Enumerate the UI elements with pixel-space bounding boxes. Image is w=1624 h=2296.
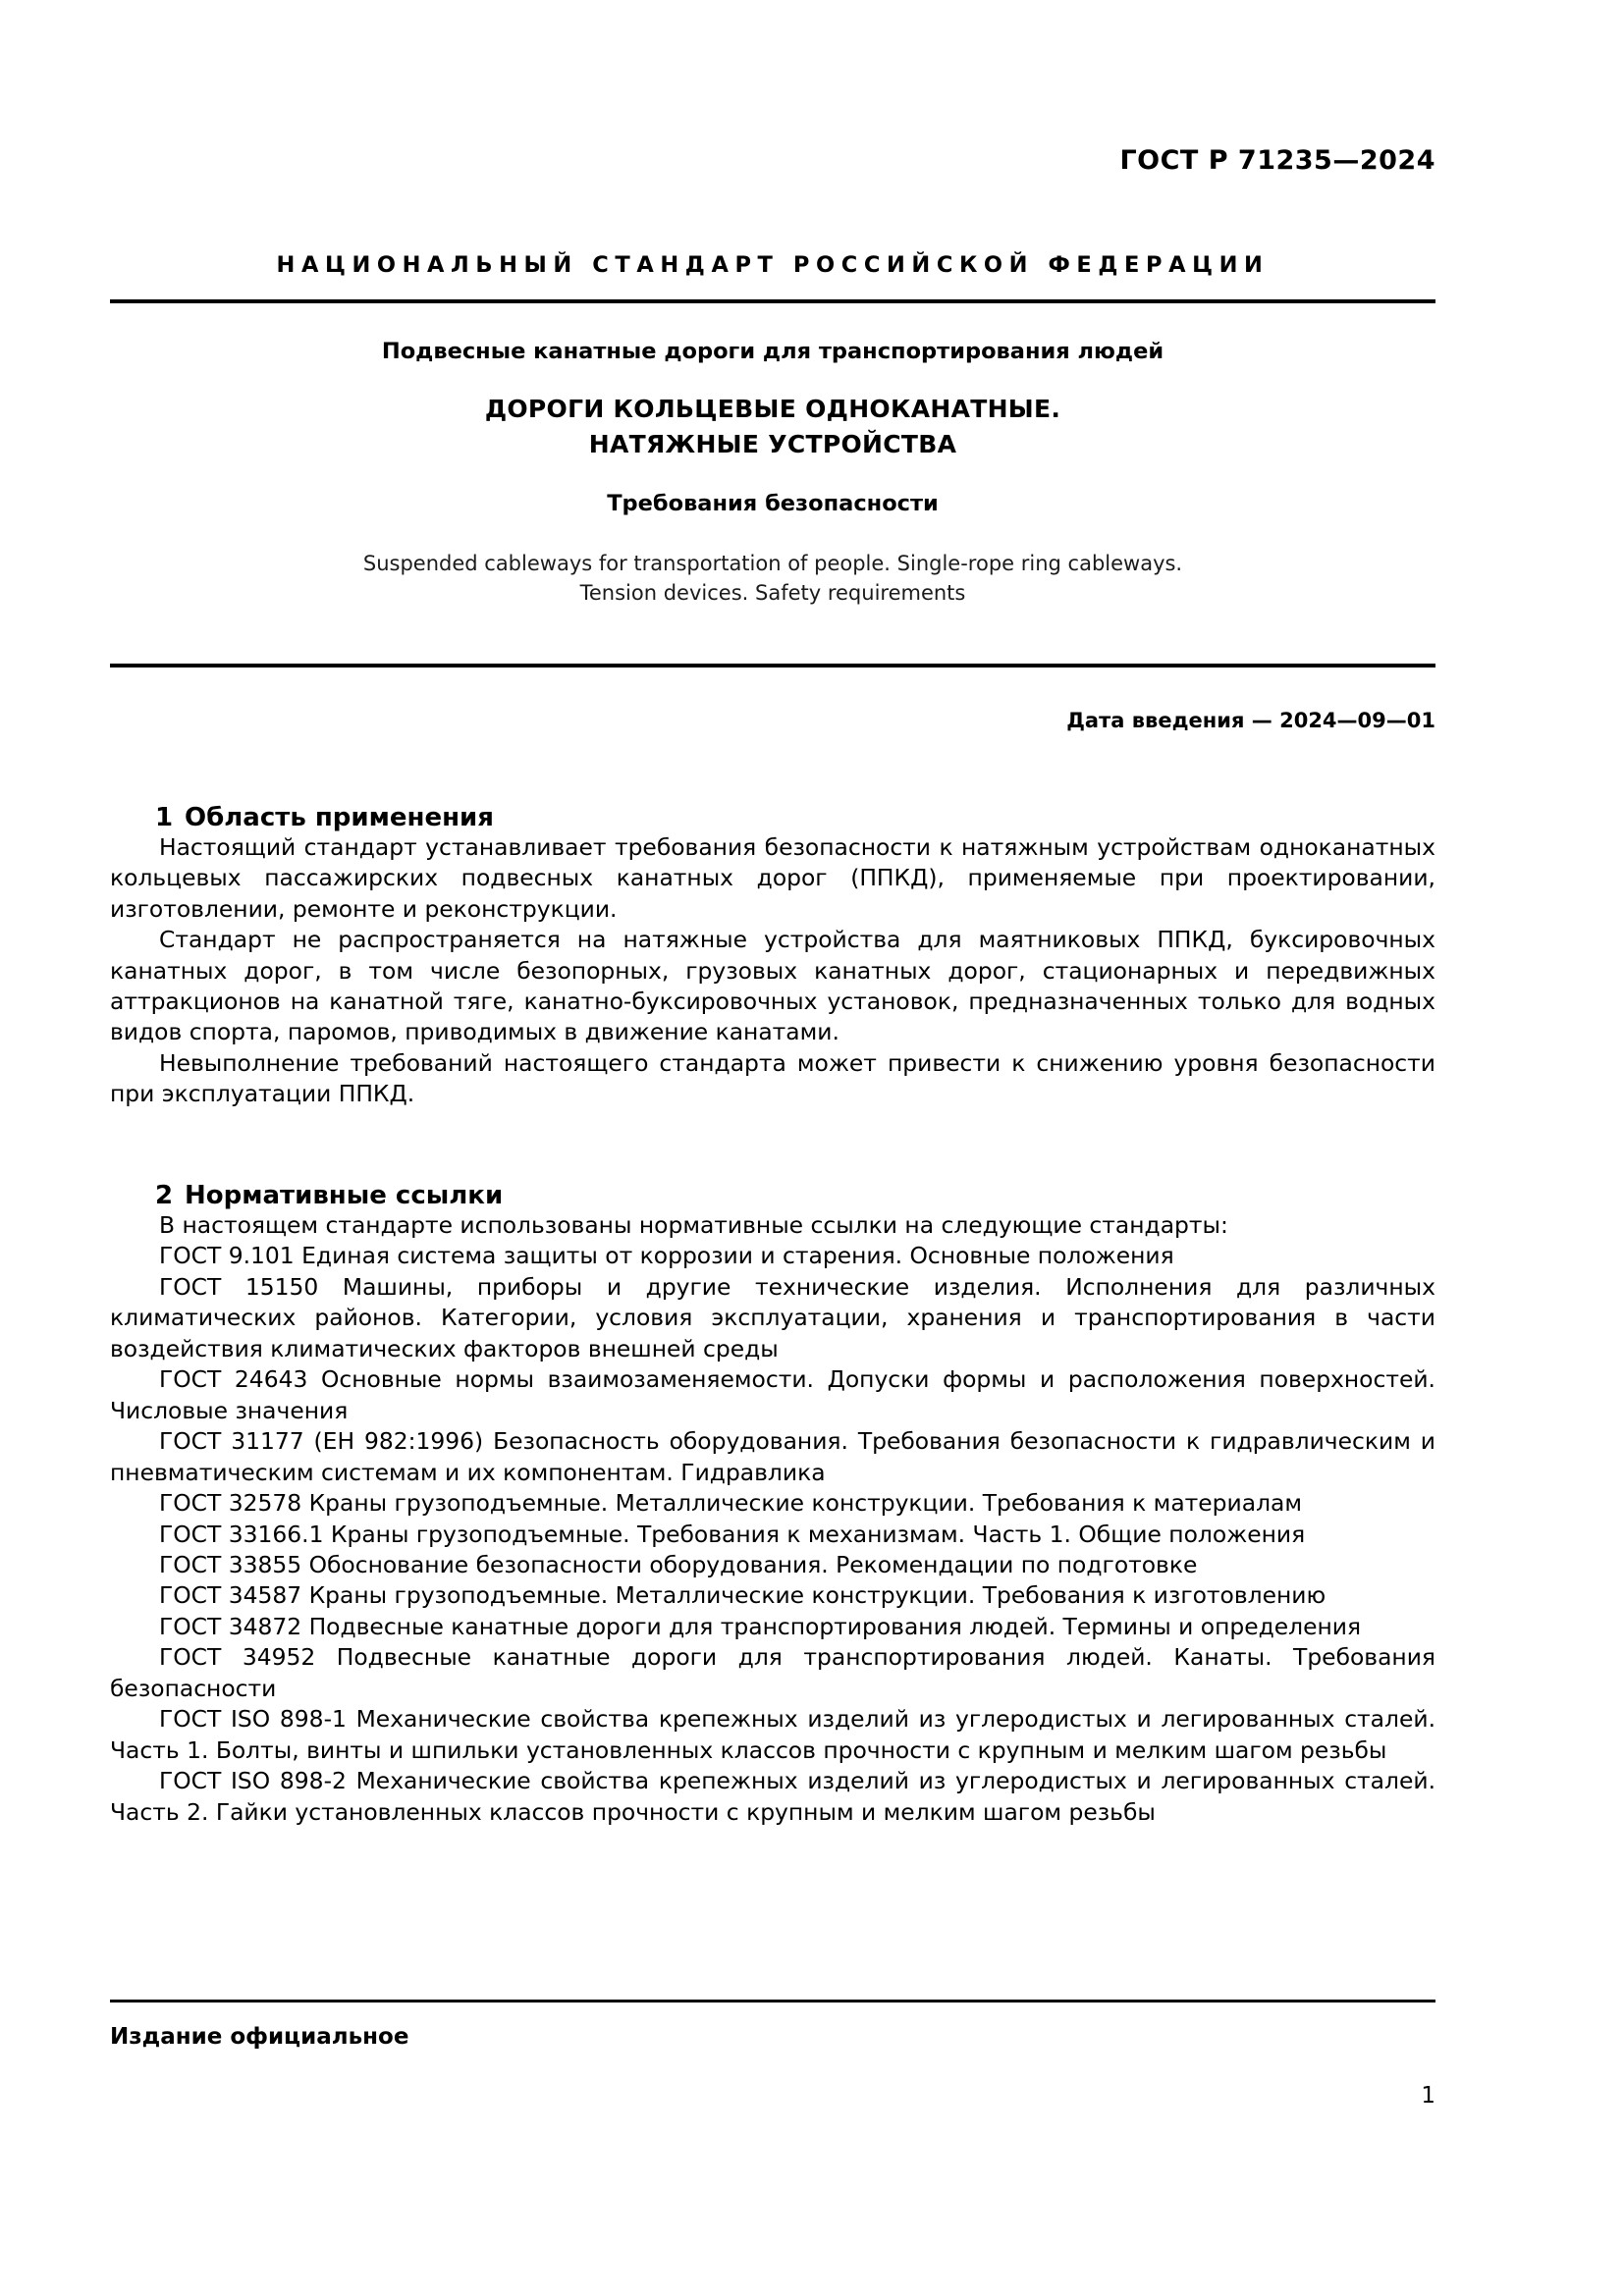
reference-item: ГОСТ 31177 (ЕН 982:1996) Безопасность оборудования. Требования безопасности к гидравлическим и пневматическим системам и их компонентам. Гидравлика (110, 1427, 1435, 1486)
title-english (110, 550, 1435, 609)
title-main-line-1: ДОРОГИ КОЛЬЦЕВЫЕ ОДНОКАНАТНЫЕ. (484, 395, 1061, 423)
reference-item: ГОСТ 33855 Обоснование безопасности оборудования. Рекомендации по подготовке (159, 1551, 1198, 1578)
reference-item: ГОСТ ISO 898-2 Механические свойства крепежных изделий из углеродистых и легированных сталей. Часть 2. Гайки установленных классов прочности с крупным и мелким шагом резьбы (110, 1767, 1435, 1826)
reference-item: ГОСТ 24643 Основные нормы взаимозаменяемости. Допуски формы и расположения поверхностей. Числовые значения (110, 1365, 1435, 1424)
title-main (110, 392, 1435, 461)
page-content (110, 0, 1435, 1828)
section-1-heading (110, 803, 1435, 832)
reference-item: ГОСТ ISO 898-1 Механические свойства крепежных изделий из углеродистых и легированных сталей. Часть 1. Болты, винты и шпильки установленных классов прочности с крупным и мелким шагом резьбы (110, 1705, 1435, 1764)
normative-references-list (110, 1210, 1435, 1828)
section-2-heading (110, 1181, 1435, 1210)
section-1-paragraph-1: Настоящий стандарт устанавливает требования безопасности к натяжным устройствам одноканатных кольцевых пассажирских подвесных канатных дорог (ППКД), применяемые при проектировании, изготовлении, ремонте и реконструкции. (110, 832, 1435, 923)
section-1-number: 1 (155, 802, 174, 832)
introduction-date: Дата введения — 2024—09—01 (1066, 708, 1435, 732)
section-2-number: 2 (155, 1180, 174, 1210)
title-english-line-1: Suspended cableways for transportation of people. Single-rope ring cableways. (362, 552, 1183, 575)
reference-item: ГОСТ 9.101 Единая система защиты от коррозии и старения. Основные положения (159, 1242, 1174, 1270)
title-requirements: Требования безопасности (607, 491, 939, 516)
title-main-line-2: НАТЯЖНЫЕ УСТРОЙСТВА (588, 429, 957, 458)
reference-item: ГОСТ 15150 Машины, приборы и другие технические изделия. Исполнения для различных климатических районов. Категории, условия эксплуатации, хранения и транспортирования в части воздействия климатических факторов внешней среды (110, 1272, 1435, 1362)
page-number: 1 (1421, 2083, 1435, 2109)
title-subject: Подвесные канатные дороги для транспортирования людей (381, 339, 1164, 364)
reference-item: ГОСТ 34872 Подвесные канатные дороги для транспортирования людей. Термины и определения (159, 1612, 1362, 1640)
reference-item: ГОСТ 34587 Краны грузоподъемные. Металлические конструкции. Требования к изготовлению (159, 1581, 1326, 1610)
national-standard-header: НАЦИОНАЛЬНЫЙ СТАНДАРТ РОССИЙСКОЙ ФЕДЕРАЦИИ (276, 252, 1270, 278)
divider-bottom (110, 664, 1435, 667)
section-1-title: Область применения (185, 802, 494, 832)
section-2-title: Нормативные ссылки (185, 1180, 504, 1210)
standard-number: ГОСТ Р 71235—2024 (1119, 145, 1435, 176)
reference-item: ГОСТ 33166.1 Краны грузоподъемные. Требования к механизмам. Часть 1. Общие положения (159, 1520, 1306, 1548)
section-2-intro: В настоящем стандарте использованы нормативные ссылки на следующие стандарты: (159, 1210, 1228, 1239)
section-1-paragraph-2: Стандарт не распространяется на натяжные устройства для маятниковых ППКД, буксировочных канатных дорог, в том числе безопорных, грузовых канатных дорог, стационарных и передвижных аттракционов на канатной тяге, канатно-буксировочных установок, предназначенных только для водных видов спорта, паромов, приводимых в движение канатами. (110, 926, 1435, 1046)
title-english-line-2: Tension devices. Safety requirements (579, 580, 966, 605)
section-1-paragraph-3: Невыполнение требований настоящего стандарта может привести к снижению уровня безопасности при эксплуатации ППКД. (110, 1048, 1435, 1108)
reference-item: ГОСТ 34952 Подвесные канатные дороги для транспортирования людей. Канаты. Требования безопасности (110, 1643, 1435, 1702)
reference-item: ГОСТ 32578 Краны грузоподъемные. Металлические конструкции. Требования к материалам (159, 1489, 1302, 1518)
footer-official-edition: Издание официальное (110, 2024, 409, 2050)
title-spacer (110, 609, 1435, 638)
footer-divider (110, 2000, 1435, 2002)
title-block (110, 303, 1435, 638)
